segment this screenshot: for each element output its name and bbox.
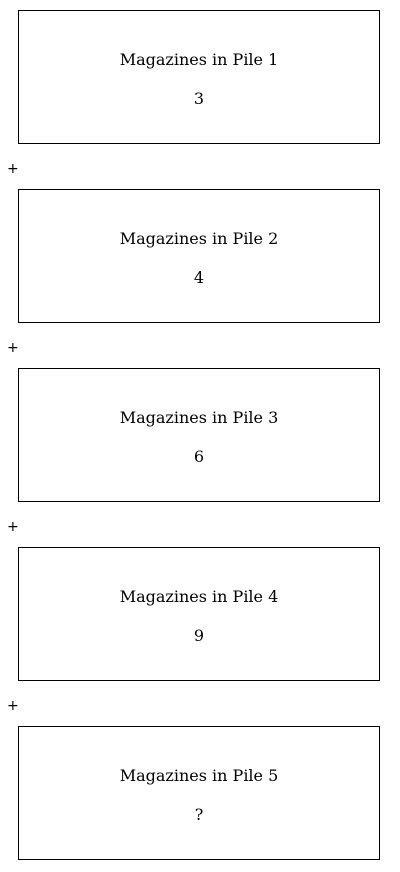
- pile-5-label: Magazines in Pile 5: [119, 766, 279, 785]
- pile-2-label: Magazines in Pile 2: [119, 229, 279, 248]
- pile-4-box: [18, 547, 380, 681]
- pile-2-box: [18, 189, 380, 323]
- pile-4-label: Magazines in Pile 4: [119, 587, 279, 606]
- plus-sign-1: +: [7, 161, 19, 177]
- pile-1-box: [18, 10, 380, 144]
- pile-1-value: 3: [193, 89, 205, 108]
- plus-sign-3: +: [7, 519, 19, 535]
- plus-sign-4: +: [7, 698, 19, 714]
- pile-1-label: Magazines in Pile 1: [119, 50, 279, 69]
- pile-4-value: 9: [193, 626, 205, 645]
- pile-3-value: 6: [193, 447, 205, 466]
- plus-sign-2: +: [7, 340, 19, 356]
- pile-3-box: [18, 368, 380, 502]
- pile-2-value: 4: [193, 268, 205, 287]
- pile-3-label: Magazines in Pile 3: [119, 408, 279, 427]
- pile-5-box: [18, 726, 380, 860]
- pile-5-value: ?: [194, 805, 204, 824]
